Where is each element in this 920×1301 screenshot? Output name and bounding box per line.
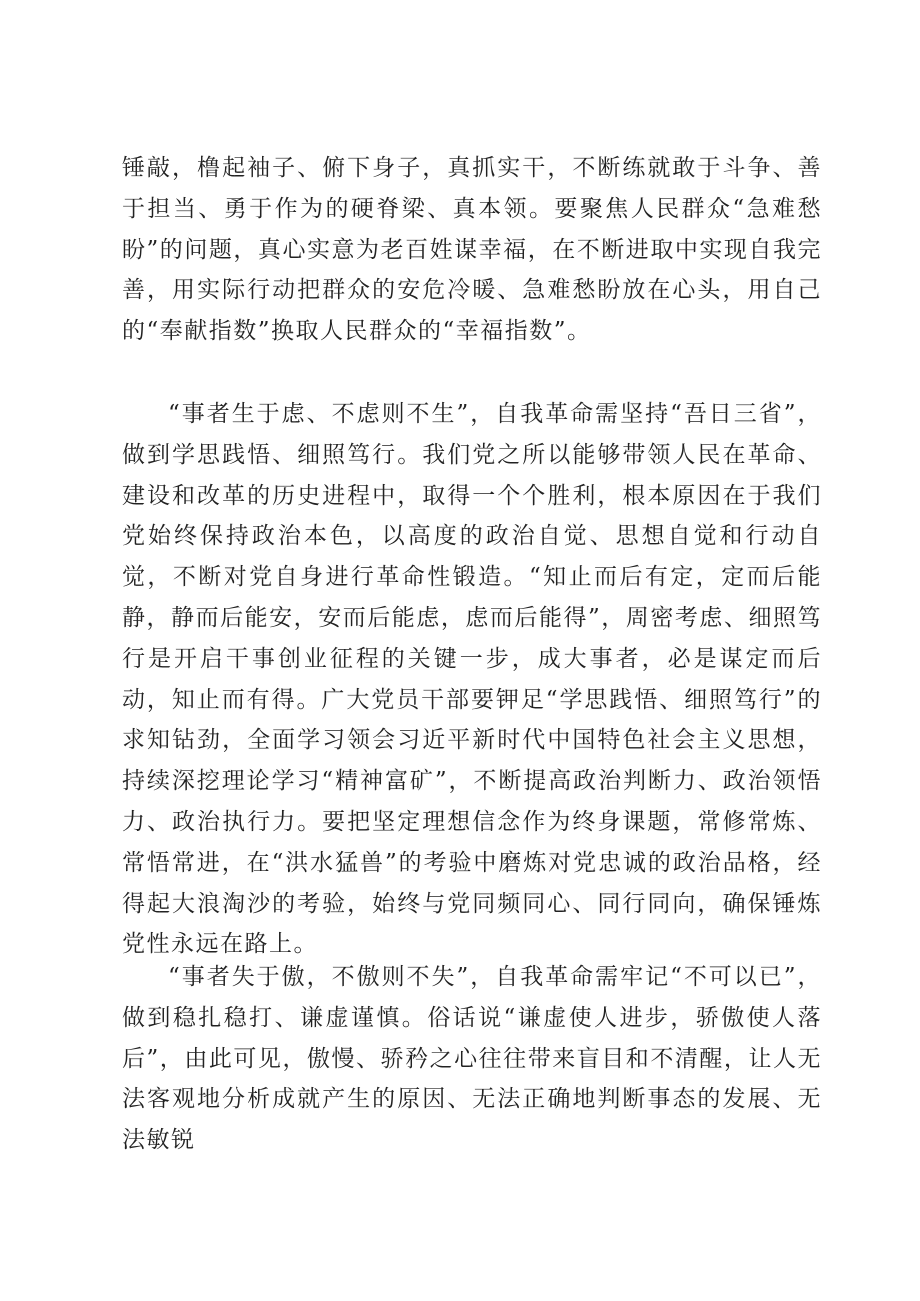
paragraph-3-text: “事者失于傲，不傲则不失”，自我革命需牢记“不可以已”，做到稳扎稳打、谦虚谨慎。俗话说“谦虚使人进步，骄傲使人落后”，由此可见，傲慢、骄矜之心往往带来盲目和不清醒，让人无法客观地分析成就产生的原因、无法正确地判断事态的发展、无法敏锐 bbox=[122, 964, 822, 1154]
paragraph-2-text: “事者生于虑、不虑则不生”，自我革命需坚持“吾日三省”，做到学思践悟、细照笃行。我们党之所以能够带领人民在革命、建设和改革的历史进程中，取得一个个胜利，根本原因在于我们党始终保持政治本色，以高度的政治自觉、思想自觉和行动自觉，不断对党自身进行革命性锻造。“知止而后有定，定而后能静，静而后能安，安而后能虑，虑而后能得”，周密考虑、细照笃行是开启干事创业征程的关键一步，成大事者，必是谋定而后动，知止而有得。广大党员干部要钾足“学思践悟、细照笃行”的求知钻劲，全面学习领会习近平新时代中国特色社会主义思想，持续深挖理论学习“精神富矿”，不断提高政治判断力、政治领悟力、政治执行力。要把坚定理想信念作为终身课题，常修常炼、常悟常进，在“洪水猛兽”的考验中磨炼对党忠诚的政治品格，经得起大浪淘沙的考验，始终与党同频同心、同行同向，确保锤炼党性永远在路上。 bbox=[122, 401, 822, 958]
paragraph-2 bbox=[122, 394, 822, 965]
paragraph-1-text: 锤敲，橹起袖子、俯下身子，真抓实干，不断练就敢于斗争、善于担当、勇于作为的硬脊梁、真本领。要聚焦人民群众“急难愁盼”的问题，真心实意为老百姓谋幸福，在不断进取中实现自我完善，用实际行动把群众的安危冷暖、急难愁盼放在心头，用自己的“奉献指数”换取人民群众的“幸福指数”。 bbox=[122, 155, 822, 345]
paragraph-1 bbox=[122, 148, 822, 352]
paragraph-3 bbox=[122, 957, 822, 1161]
